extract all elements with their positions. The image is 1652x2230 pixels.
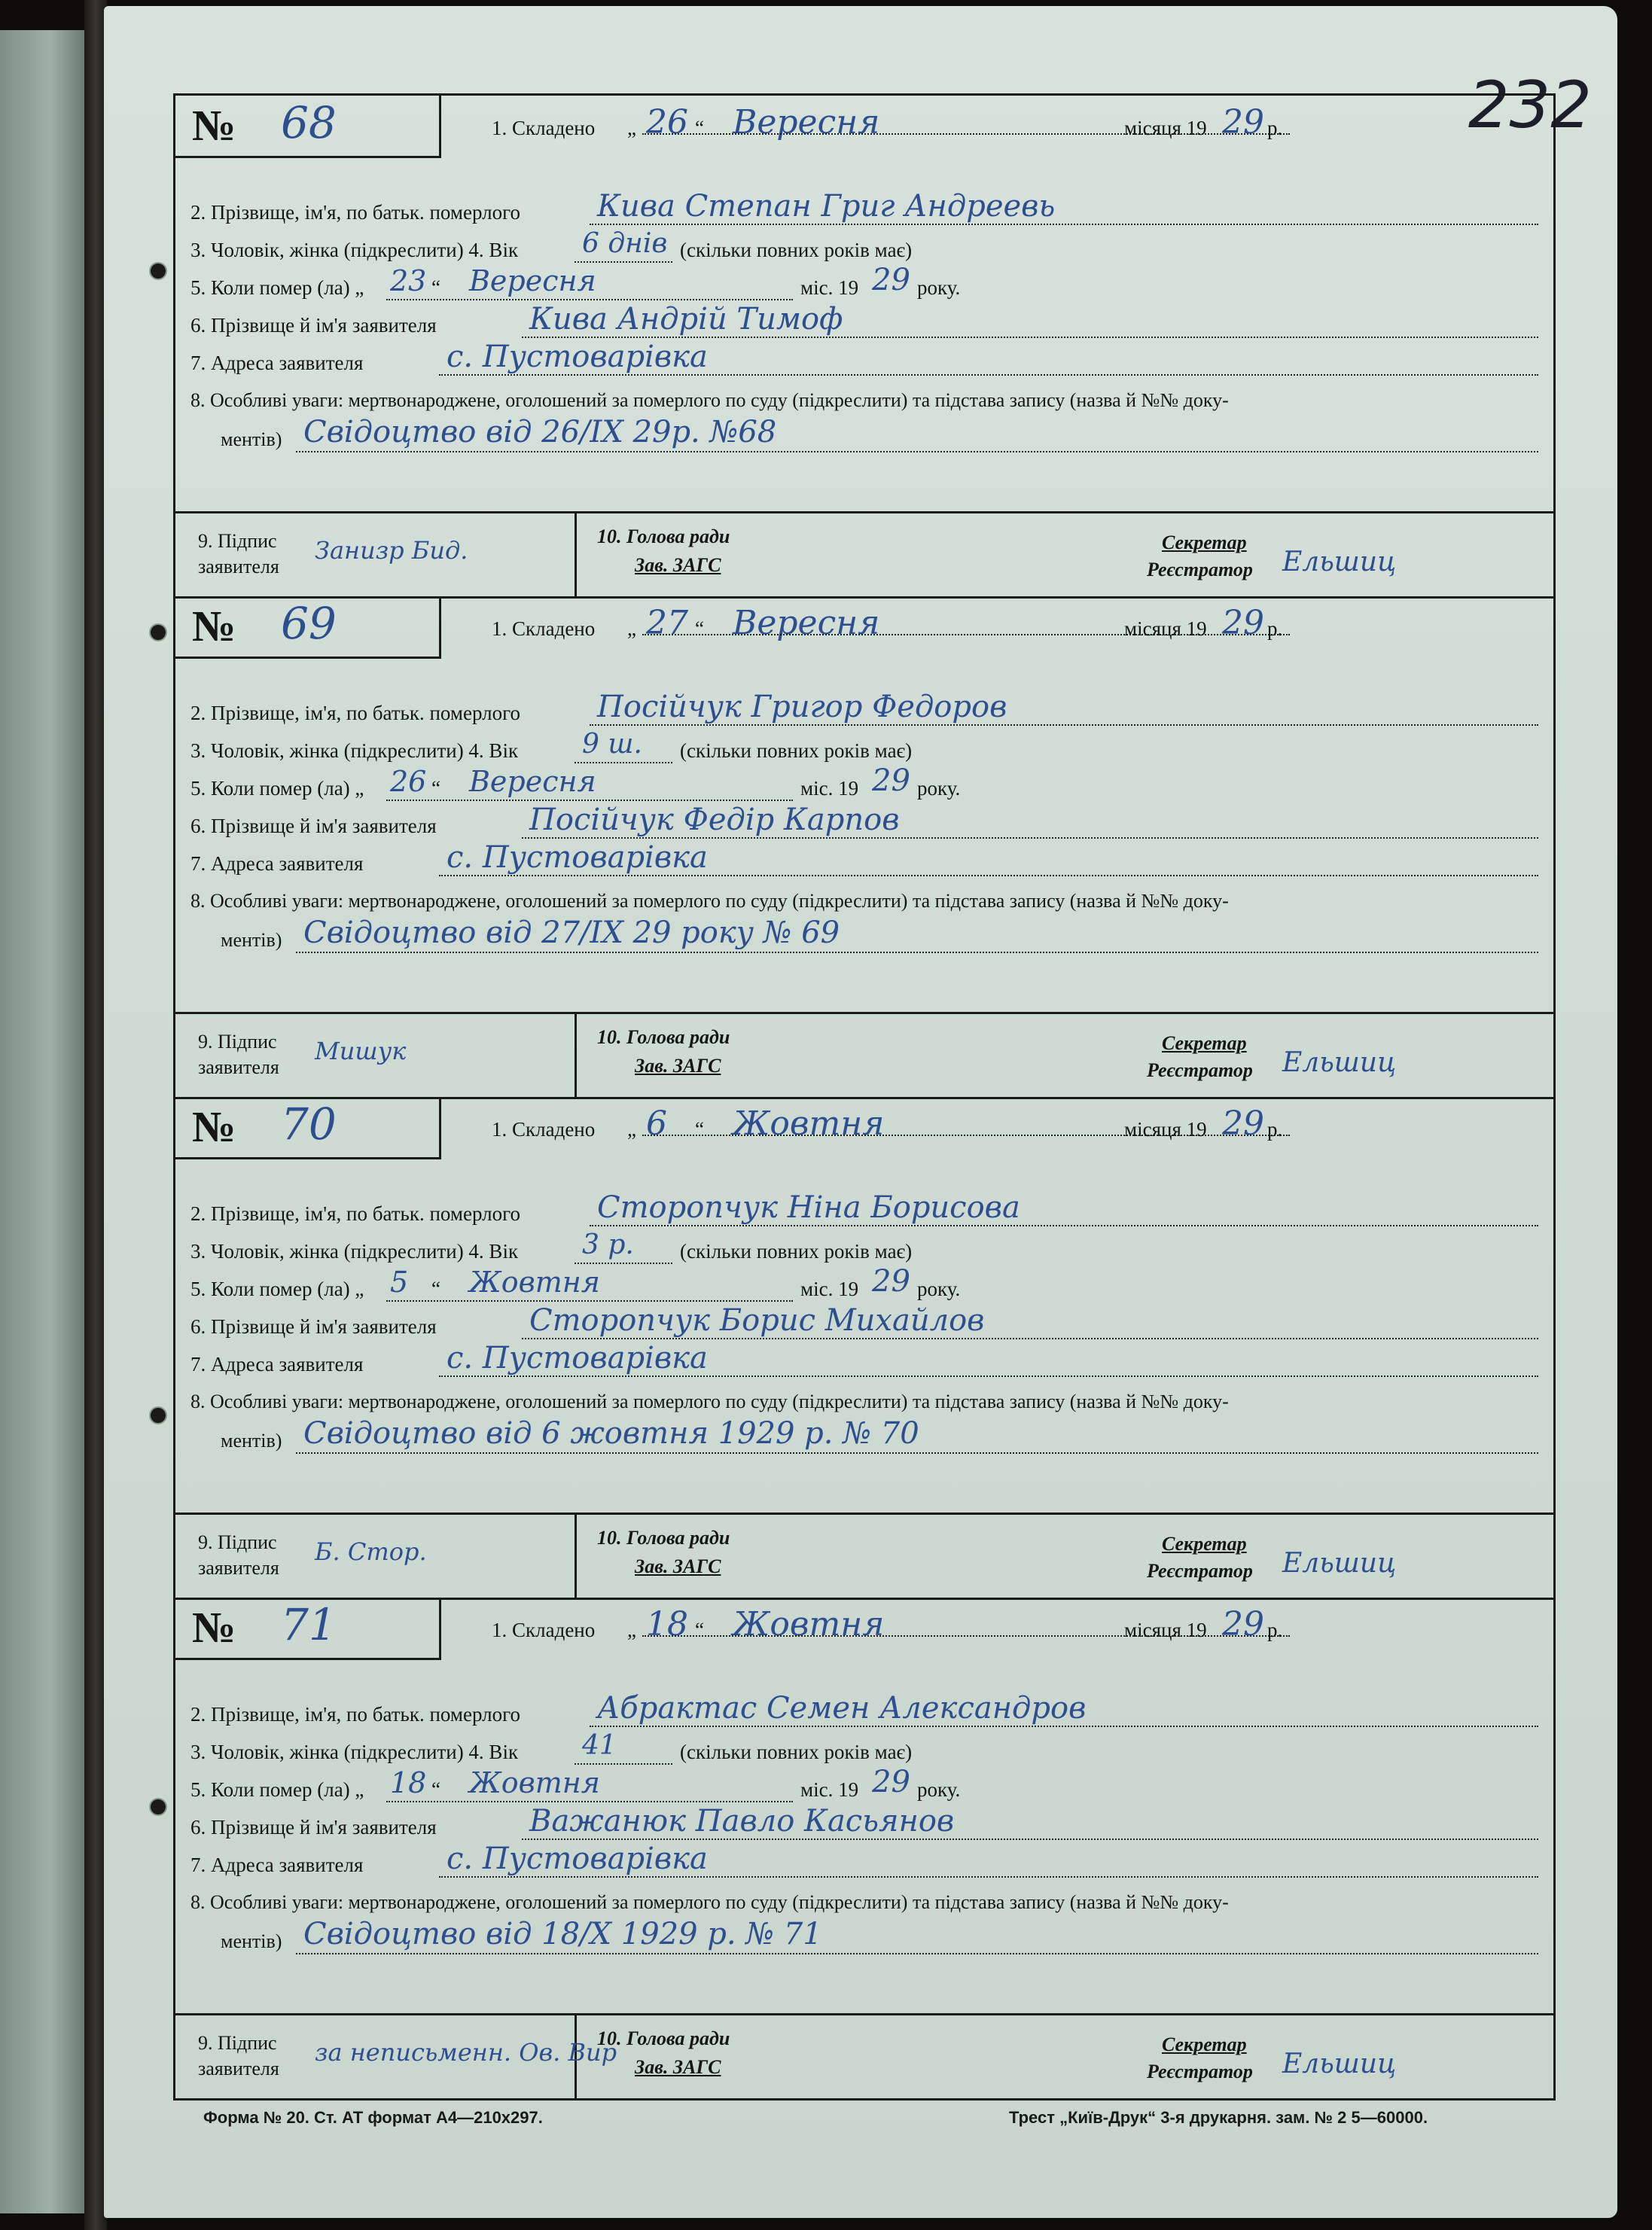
head-label-text: 10. Голова ради: [597, 2027, 730, 2049]
surname-label: 2. Прізвище, ім'я, по батьк. померлого: [190, 201, 520, 224]
fill-line: [575, 762, 672, 763]
notes-label-cont: ментів): [221, 428, 282, 450]
punch-hole: [149, 623, 167, 641]
notes-label: 8. Особливі уваги: мертвонароджене, оголошений за померлого по суду (підкреслити) та підстава запису (назва й №№ доку-: [190, 1391, 1229, 1412]
died-label: 5. Коли помер (ла) „: [190, 276, 364, 299]
head-label: [597, 1026, 730, 1049]
zags-label: Зав. ЗАГС: [635, 554, 721, 576]
signature-row: [175, 511, 1553, 596]
death-year: 29: [872, 263, 910, 297]
number-sign: №: [192, 602, 236, 650]
record-number: 71: [281, 1599, 337, 1650]
row-applicant: [175, 302, 1553, 341]
roku-label: року.: [917, 1778, 961, 1801]
row-notes: [175, 1383, 1553, 1418]
quote-open: „: [627, 1619, 636, 1641]
row-applicant: [175, 803, 1553, 842]
month-label: місяця 19: [1124, 617, 1207, 640]
fill-line: [296, 451, 1538, 452]
row-surname: [175, 1190, 1553, 1229]
sex-age-label: 3. Чоловік, жінка (підкреслити) 4. Вік: [190, 1240, 519, 1263]
applicant-label: 6. Прізвище й ім'я заявителя: [190, 1816, 437, 1839]
quote-close: “: [695, 1619, 704, 1641]
fill-line: [439, 875, 1538, 876]
punch-hole: [149, 1406, 167, 1424]
record-number: 69: [281, 598, 337, 649]
secretary-label: Секретар: [1162, 1032, 1247, 1054]
quote-open: „: [627, 617, 636, 640]
applicant-signature: Мишук: [315, 1037, 407, 1065]
death-record: [175, 1598, 1553, 2098]
head-label: [597, 1527, 730, 1549]
composed-month: Жовтня: [733, 1605, 885, 1644]
sex-age-label: 3. Чоловік, жінка (підкреслити) 4. Вік: [190, 1741, 519, 1763]
composed-year: 29: [1222, 604, 1264, 642]
death-month: Жовтня: [469, 1766, 600, 1799]
roku-label: року.: [917, 1278, 961, 1300]
row-death-date: [175, 1264, 1553, 1305]
punch-hole: [149, 262, 167, 280]
quote-close: “: [431, 1278, 440, 1300]
applicant-name: Важанюк Павло Касьянов: [529, 1804, 955, 1839]
registrar-signature: Ельшиц: [1282, 547, 1397, 577]
applicant-address: с. Пустоварівка: [447, 1341, 708, 1375]
head-label-text: 10. Голова ради: [597, 1527, 730, 1549]
row-address: [175, 340, 1553, 379]
quote-close: “: [695, 117, 704, 139]
row-surname: [175, 189, 1553, 228]
fill-line: [522, 837, 1538, 839]
registrar-signature: Ельшиц: [1282, 1548, 1397, 1579]
composed-day: 27: [646, 604, 688, 642]
fill-line: [575, 1763, 672, 1765]
fill-line: [439, 1375, 1538, 1377]
surname-label: 2. Прізвище, ім'я, по батьк. померлого: [190, 1202, 520, 1225]
notes-label: 8. Особливі уваги: мертвонароджене, оголошений за померлого по суду (підкреслити) та підстава запису (назва й №№ доку-: [190, 1891, 1229, 1913]
notes-label: 8. Особливі уваги: мертвонароджене, оголошений за померлого по суду (підкреслити) та підстава запису (назва й №№ доку-: [190, 389, 1229, 411]
fill-line: [439, 1876, 1538, 1878]
surname-label: 2. Прізвище, ім'я, по батьк. померлого: [190, 702, 520, 724]
deceased-name: Абрактас Семен Александров: [597, 1691, 1087, 1726]
fill-line: [590, 224, 1538, 225]
record-number: 70: [281, 1098, 337, 1150]
row-documents: [175, 915, 1553, 956]
basis-document: Свідоцтво від 18/X 1929 р. № 71: [303, 1917, 822, 1951]
fill-line: [386, 800, 793, 801]
quote-close: “: [431, 1778, 440, 1801]
registrar-label: Реєстратор: [1147, 1560, 1253, 1582]
composed-label: 1. Складено: [492, 117, 596, 139]
secretary-label: Секретар: [1162, 1533, 1247, 1555]
deceased-age: 41: [582, 1730, 617, 1761]
composed-month: Жовтня: [733, 1104, 885, 1143]
died-label: 5. Коли помер (ла) „: [190, 1778, 364, 1801]
applicant-signature: за неписьменн. Ов. Вир: [315, 2038, 617, 2067]
sign-label: 9. Підпис: [198, 2032, 277, 2054]
row-sex-age: [175, 729, 1553, 766]
fill-line: [296, 1953, 1538, 1954]
roku-label: року.: [917, 276, 961, 299]
row-composed: [175, 604, 1553, 642]
fill-line: [590, 724, 1538, 726]
death-register-form: [173, 93, 1556, 2101]
notes-label-cont: ментів): [221, 1930, 282, 1952]
year-suffix: р.: [1267, 1118, 1283, 1141]
address-label: 7. Адреса заявителя: [190, 1353, 364, 1375]
death-month: Жовтня: [469, 1266, 600, 1299]
mis-label: міс. 19: [800, 1778, 859, 1801]
fill-line: [439, 374, 1538, 376]
previous-page-edge: [0, 30, 84, 2213]
row-address: [175, 1341, 1553, 1380]
row-death-date: [175, 263, 1553, 303]
quote-close: “: [695, 1118, 704, 1141]
row-death-date: [175, 1765, 1553, 1805]
deceased-name: Сторопчук Ніна Борисова: [597, 1190, 1020, 1225]
basis-document: Свідоцтво від 27/IX 29 року № 69: [303, 915, 840, 950]
applicant-name: Посійчук Федір Карпов: [529, 803, 900, 837]
applicant-label: 6. Прізвище й ім'я заявителя: [190, 815, 437, 837]
row-address: [175, 840, 1553, 879]
applicant-label: 6. Прізвище й ім'я заявителя: [190, 314, 437, 337]
secretary-label: Секретар: [1162, 532, 1247, 553]
signature-row: [175, 1513, 1553, 1598]
applicant-signature: Б. Стор.: [315, 1537, 427, 1566]
sign-label: 9. Підпис: [198, 1531, 277, 1553]
deceased-age: 3 р.: [582, 1229, 634, 1260]
death-year: 29: [872, 763, 910, 798]
fill-line: [590, 1726, 1538, 1727]
deceased-name: Кива Степан Григ Андреевь: [597, 189, 1056, 224]
death-day: 5: [390, 1266, 409, 1299]
registrar-label: Реєстратор: [1147, 559, 1253, 580]
address-label: 7. Адреса заявителя: [190, 1854, 364, 1876]
notes-label-cont: ментів): [221, 1430, 282, 1452]
address-label: 7. Адреса заявителя: [190, 852, 364, 875]
applicant-signature-cell: [175, 1515, 577, 1598]
registrar-label: Реєстратор: [1147, 2061, 1253, 2082]
death-year: 29: [872, 1264, 910, 1299]
quote-open: „: [627, 117, 636, 139]
page-number: 232: [1468, 68, 1592, 143]
row-composed: [175, 1104, 1553, 1143]
basis-document: Свідоцтво від 26/IX 29р. №68: [303, 415, 777, 449]
month-label: місяця 19: [1124, 1619, 1207, 1641]
month-label: місяця 19: [1124, 1118, 1207, 1141]
fill-line: [386, 299, 793, 300]
fill-line: [386, 1801, 793, 1802]
row-address: [175, 1842, 1553, 1881]
quote-close: “: [431, 276, 440, 299]
row-notes: [175, 382, 1553, 416]
composed-year: 29: [1222, 1605, 1264, 1644]
signature-row: [175, 1012, 1553, 1097]
died-label: 5. Коли помер (ла) „: [190, 1278, 364, 1300]
head-label: [597, 2027, 730, 2050]
applicant-signature-cell: [175, 2015, 617, 2098]
deceased-age: 6 днів: [582, 228, 668, 259]
quote-close: “: [695, 617, 704, 640]
composed-month: Вересня: [733, 604, 880, 642]
row-applicant: [175, 1303, 1553, 1342]
sign-label: 9. Підпис: [198, 530, 277, 552]
row-documents: [175, 1416, 1553, 1457]
death-month: Вересня: [469, 765, 596, 798]
address-label: 7. Адреса заявителя: [190, 352, 364, 374]
mis-label: міс. 19: [800, 1278, 859, 1300]
age-note: (скільки повних років має): [680, 739, 913, 762]
death-day: 23: [390, 264, 427, 297]
sex-age-label: 3. Чоловік, жінка (підкреслити) 4. Вік: [190, 239, 519, 261]
applicant-signature: Занизр Бид.: [315, 536, 468, 565]
sign-label-2: заявителя: [198, 1557, 279, 1579]
fill-line: [522, 1839, 1538, 1840]
sign-label-2: заявителя: [198, 2058, 279, 2079]
applicant-address: с. Пустоварівка: [447, 340, 708, 374]
composed-year: 29: [1222, 1104, 1264, 1143]
fill-line: [296, 1452, 1538, 1454]
quote-close: “: [431, 777, 440, 800]
applicant-address: с. Пустоварівка: [447, 1842, 708, 1876]
composed-year: 29: [1222, 103, 1264, 142]
mis-label: міс. 19: [800, 777, 859, 800]
row-composed: [175, 103, 1553, 142]
row-sex-age: [175, 228, 1553, 266]
composed-label: 1. Складено: [492, 1118, 596, 1141]
fill-line: [522, 337, 1538, 338]
secretary-label: Секретар: [1162, 2034, 1247, 2055]
composed-month: Вересня: [733, 103, 880, 142]
registrar-label: Реєстратор: [1147, 1059, 1253, 1081]
row-sex-age: [175, 1229, 1553, 1267]
basis-document: Свідоцтво від 6 жовтня 1929 р. № 70: [303, 1416, 919, 1451]
age-note: (скільки повних років має): [680, 1741, 913, 1763]
form-footer-left: Форма № 20. Ст. АТ формат А4—210х297.: [203, 2108, 543, 2127]
row-notes: [175, 882, 1553, 917]
deceased-age: 9 ш.: [582, 729, 642, 760]
mis-label: міс. 19: [800, 276, 859, 299]
fill-line: [590, 1225, 1538, 1226]
signature-row: [175, 2013, 1553, 2098]
registrar-signature: Ельшиц: [1282, 2049, 1397, 2079]
age-note: (скільки повних років має): [680, 239, 913, 261]
row-sex-age: [175, 1730, 1553, 1768]
died-label: 5. Коли помер (ла) „: [190, 777, 364, 800]
head-label-text: 10. Голова ради: [597, 1026, 730, 1048]
zags-label: Зав. ЗАГС: [635, 1055, 721, 1077]
row-surname: [175, 1691, 1553, 1730]
zags-label: Зав. ЗАГС: [635, 1555, 721, 1577]
death-record: [175, 96, 1553, 599]
fill-line: [575, 261, 672, 263]
death-year: 29: [872, 1765, 910, 1799]
death-day: 26: [390, 765, 427, 798]
fill-line: [522, 1338, 1538, 1339]
sign-label-2: заявителя: [198, 1056, 279, 1078]
composed-label: 1. Складено: [492, 617, 596, 640]
year-suffix: р.: [1267, 117, 1283, 139]
composed-label: 1. Складено: [492, 1619, 596, 1641]
number-sign: №: [192, 1102, 236, 1151]
year-suffix: р.: [1267, 1619, 1283, 1641]
deceased-name: Посійчук Григор Федоров: [597, 690, 1007, 724]
row-surname: [175, 690, 1553, 729]
death-day: 18: [390, 1766, 427, 1799]
applicant-name: Кива Андрій Тимоф: [529, 302, 843, 337]
head-label-text: 10. Голова ради: [597, 526, 730, 547]
roku-label: року.: [917, 777, 961, 800]
row-composed: [175, 1605, 1553, 1644]
row-notes: [175, 1884, 1553, 1918]
month-label: місяця 19: [1124, 117, 1207, 139]
applicant-label: 6. Прізвище й ім'я заявителя: [190, 1315, 437, 1338]
row-death-date: [175, 763, 1553, 804]
applicant-name: Сторопчук Борис Михайлов: [529, 1303, 985, 1338]
applicant-signature-cell: [175, 513, 577, 596]
fill-line: [386, 1300, 793, 1302]
death-record: [175, 1097, 1553, 1600]
fill-line: [575, 1263, 672, 1264]
sex-age-label: 3. Чоловік, жінка (підкреслити) 4. Вік: [190, 739, 519, 762]
form-footer-right: Трест „Київ-Друк“ 3-я друкарня. зам. № 2 5—60000.: [1009, 2108, 1428, 2127]
number-sign: №: [192, 101, 236, 150]
fill-line: [296, 952, 1538, 953]
record-number: 68: [281, 97, 337, 148]
composed-day: 18: [646, 1605, 688, 1644]
sign-label-2: заявителя: [198, 556, 279, 577]
quote-open: „: [627, 1118, 636, 1141]
punch-hole: [149, 1798, 167, 1816]
sign-label: 9. Підпис: [198, 1031, 277, 1053]
composed-day: 6: [646, 1104, 667, 1143]
applicant-address: с. Пустоварівка: [447, 840, 708, 875]
registrar-signature: Ельшиц: [1282, 1047, 1397, 1078]
applicant-signature-cell: [175, 1014, 577, 1097]
age-note: (скільки повних років має): [680, 1240, 913, 1263]
row-documents: [175, 415, 1553, 455]
number-sign: №: [192, 1603, 236, 1652]
composed-day: 26: [646, 103, 688, 142]
year-suffix: р.: [1267, 617, 1283, 640]
surname-label: 2. Прізвище, ім'я, по батьк. померлого: [190, 1703, 520, 1726]
notes-label: 8. Особливі уваги: мертвонароджене, оголошений за померлого по суду (підкреслити) та підстава запису (назва й №№ доку-: [190, 890, 1229, 912]
zags-label: Зав. ЗАГС: [635, 2056, 721, 2078]
death-record: [175, 596, 1553, 1099]
head-label: [597, 526, 730, 548]
row-documents: [175, 1917, 1553, 1957]
row-applicant: [175, 1804, 1553, 1843]
notes-label-cont: ментів): [221, 929, 282, 951]
death-month: Вересня: [469, 264, 596, 297]
